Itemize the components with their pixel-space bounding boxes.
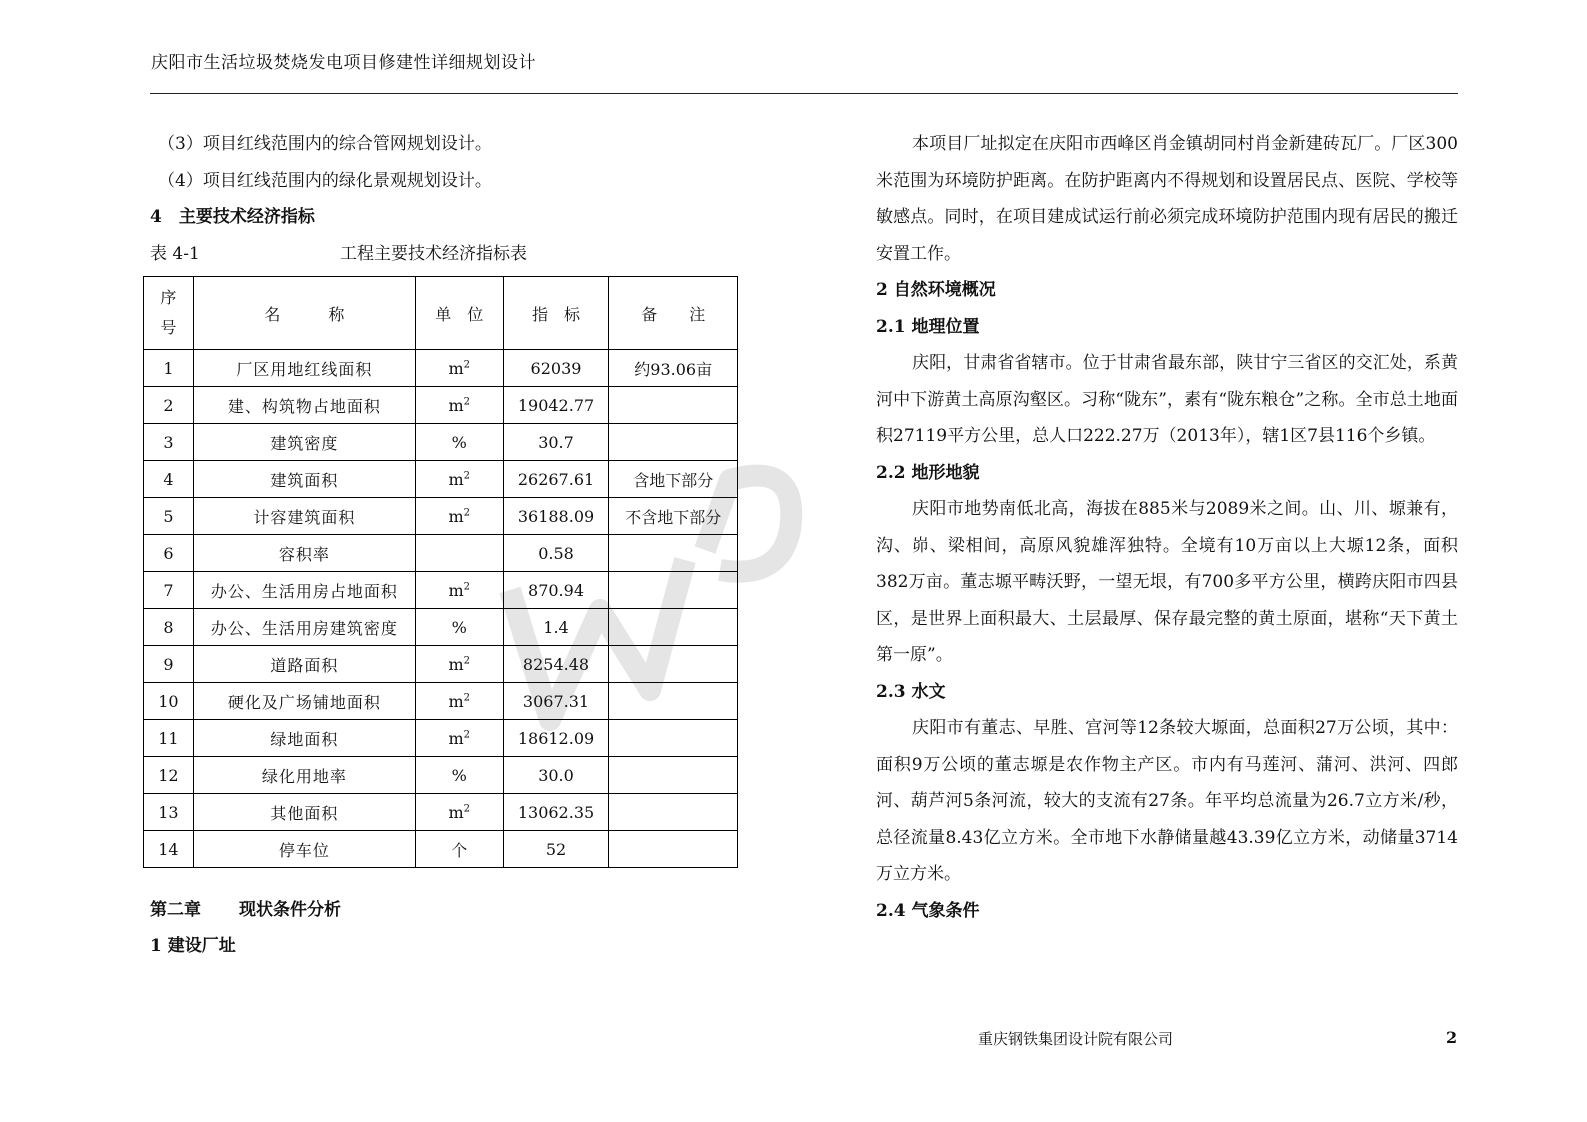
cell-seq: 1 bbox=[144, 350, 194, 387]
table-caption-number: 表 4-1 bbox=[150, 243, 200, 264]
cell-name: 办公、生活用房建筑密度 bbox=[193, 609, 415, 646]
cell-seq: 7 bbox=[144, 572, 194, 609]
cell-note bbox=[609, 757, 738, 794]
cell-seq: 4 bbox=[144, 461, 194, 498]
cell-name: 硬化及广场铺地面积 bbox=[193, 683, 415, 720]
cell-note: 约93.06亩 bbox=[609, 350, 738, 387]
unit-text: m bbox=[448, 506, 464, 526]
cell-value: 30.0 bbox=[503, 757, 609, 794]
unit-text: m bbox=[448, 580, 464, 600]
unit-text: % bbox=[451, 432, 467, 452]
cell-name: 办公、生活用房占地面积 bbox=[193, 572, 415, 609]
cell-name: 停车位 bbox=[193, 831, 415, 868]
cell-value: 26267.61 bbox=[503, 461, 609, 498]
cell-seq: 2 bbox=[144, 387, 194, 424]
paragraph-terrain bbox=[876, 491, 1458, 674]
unit-superscript: 2 bbox=[463, 470, 471, 482]
cell-value: 0.58 bbox=[503, 535, 609, 572]
cell-name: 建、构筑物占地面积 bbox=[193, 387, 415, 424]
unit-superscript: 2 bbox=[463, 359, 471, 371]
section-heading-2-4: 2.4 气象条件 bbox=[876, 900, 980, 921]
cell-name: 厂区用地红线面积 bbox=[193, 350, 415, 387]
cell-unit bbox=[415, 794, 503, 831]
cell-seq: 11 bbox=[144, 720, 194, 757]
cell-name: 容积率 bbox=[193, 535, 415, 572]
cell-seq: 9 bbox=[144, 646, 194, 683]
cell-note: 不含地下部分 bbox=[609, 498, 738, 535]
page-number: 2 bbox=[1446, 1028, 1458, 1047]
table-header-row bbox=[144, 277, 738, 350]
header-unit: 单 位 bbox=[415, 277, 503, 350]
header-name: 名 称 bbox=[193, 277, 415, 350]
cell-value: 18612.09 bbox=[503, 720, 609, 757]
cell-value: 36188.09 bbox=[503, 498, 609, 535]
cell-seq: 8 bbox=[144, 609, 194, 646]
cell-name: 其他面积 bbox=[193, 794, 415, 831]
cell-value: 13062.35 bbox=[503, 794, 609, 831]
header-seq-bottom: 号 bbox=[160, 318, 177, 337]
unit-superscript: 2 bbox=[463, 396, 471, 408]
paragraph-terrain-text: 庆阳市地势南低北高，海拔在885米与2089米之间。山、川、塬兼有，沟、峁、梁相间，高原风貌雄浑独特。全境有10万亩以上大塬12条，面积382万亩。董志塬平畴沃野，一望无垠，有700多平方公里，横跨庆阳市四县区，是世界上面积最大、土层最厚、保存最完整的黄土原面，堪称“天下黄土第一原”。 bbox=[876, 499, 1458, 665]
paragraph-geography-text: 庆阳，甘肃省省辖市。位于甘肃省最东部，陕甘宁三省区的交汇处，系黄河中下游黄土高原沟壑区。习称“陇东”，素有“陇东粮仓”之称。全市总土地面积27119平方公里，总人口222.27万（2013年），辖1区7县116个乡镇。 bbox=[876, 353, 1458, 446]
cell-seq: 3 bbox=[144, 424, 194, 461]
cell-value: 3067.31 bbox=[503, 683, 609, 720]
table-row bbox=[144, 831, 738, 868]
cell-value: 1.4 bbox=[503, 609, 609, 646]
header-seq bbox=[144, 277, 194, 350]
unit-text: % bbox=[451, 765, 467, 785]
chapter-label: 第二章 bbox=[150, 900, 201, 920]
unit-text: 个 bbox=[451, 840, 468, 860]
unit-superscript: 2 bbox=[463, 581, 471, 593]
unit-text: % bbox=[451, 617, 467, 637]
section-heading-2-2: 2.2 地形地貌 bbox=[876, 462, 980, 483]
cell-unit bbox=[415, 387, 503, 424]
unit-text: m bbox=[448, 654, 464, 674]
section-heading-2-3: 2.3 水文 bbox=[876, 681, 946, 702]
chapter-name: 现状条件分析 bbox=[239, 900, 341, 920]
table-row bbox=[144, 387, 738, 424]
chapter-title bbox=[150, 895, 341, 920]
cell-seq: 13 bbox=[144, 794, 194, 831]
unit-superscript: 2 bbox=[463, 507, 471, 519]
cell-value: 19042.77 bbox=[503, 387, 609, 424]
paragraph-site bbox=[876, 126, 1458, 272]
cell-name: 绿化用地率 bbox=[193, 757, 415, 794]
cell-unit bbox=[415, 757, 503, 794]
paragraph-hydrology-text: 庆阳市有董志、早胜、宫河等12条较大塬面，总面积27万公顷，其中：面积9万公顷的董志塬是农作物主产区。市内有马莲河、蒲河、洪河、四郎河、葫芦河5条河流，较大的支流有27条。年平均总流量为26.7立方米/秒，总径流量8.43亿立方米。全市地下水静储量越43.39亿立方米，动储量3714万立方米。 bbox=[876, 718, 1458, 884]
wps-watermark bbox=[470, 440, 850, 740]
footer-company: 重庆钢铁集团设计院有限公司 bbox=[978, 1030, 1174, 1048]
unit-text: m bbox=[448, 728, 464, 748]
table-row bbox=[144, 350, 738, 387]
section-heading-2: 2 自然环境概况 bbox=[876, 280, 996, 300]
document-header-title: 庆阳市生活垃圾焚烧发电项目修建性详细规划设计 bbox=[151, 53, 536, 73]
paragraph-site-text: 本项目厂址拟定在庆阳市西峰区肖金镇胡同村肖金新建砖瓦厂。厂区300米范围为环境防护距离。在防护距离内不得规划和设置居民点、医院、学校等敏感点。同时，在项目建成试运行前必须完成环境防护范围内现有居民的搬迁安置工作。 bbox=[876, 134, 1458, 264]
watermark-shape bbox=[510, 476, 791, 720]
section-heading-site: 1 建设厂址 bbox=[150, 936, 236, 956]
paragraph-geography bbox=[876, 345, 1458, 455]
cell-value: 30.7 bbox=[503, 424, 609, 461]
right-column bbox=[876, 126, 1458, 929]
left-column bbox=[150, 126, 750, 272]
unit-superscript: 2 bbox=[463, 655, 471, 667]
cell-note bbox=[609, 831, 738, 868]
cell-seq: 12 bbox=[144, 757, 194, 794]
cell-value: 52 bbox=[503, 831, 609, 868]
cell-name: 建筑密度 bbox=[193, 424, 415, 461]
cell-seq: 14 bbox=[144, 831, 194, 868]
cell-note bbox=[609, 387, 738, 424]
header-seq-top: 序 bbox=[160, 288, 177, 307]
unit-text: m bbox=[448, 802, 464, 822]
cell-seq: 6 bbox=[144, 535, 194, 572]
unit-text: m bbox=[448, 395, 464, 415]
table-row bbox=[144, 794, 738, 831]
table-caption-title: 工程主要技术经济指标表 bbox=[340, 243, 527, 264]
table-row bbox=[144, 757, 738, 794]
cell-note: 含地下部分 bbox=[609, 461, 738, 498]
header-note: 备 注 bbox=[609, 277, 738, 350]
section-heading-4: 4 主要技术经济指标 bbox=[150, 207, 315, 227]
cell-name: 道路面积 bbox=[193, 646, 415, 683]
cell-note bbox=[609, 794, 738, 831]
unit-text: m bbox=[448, 358, 464, 378]
cell-value: 8254.48 bbox=[503, 646, 609, 683]
cell-name: 计容建筑面积 bbox=[193, 498, 415, 535]
unit-superscript: 2 bbox=[463, 729, 471, 741]
unit-text: m bbox=[448, 691, 464, 711]
cell-name: 绿地面积 bbox=[193, 720, 415, 757]
cell-unit bbox=[415, 350, 503, 387]
cell-value: 870.94 bbox=[503, 572, 609, 609]
paragraph-hydrology bbox=[876, 710, 1458, 893]
cell-value: 62039 bbox=[503, 350, 609, 387]
table-caption bbox=[150, 236, 750, 272]
unit-superscript: 2 bbox=[463, 803, 471, 815]
list-item: （3）项目红线范围内的综合管网规划设计。 bbox=[158, 134, 492, 154]
cell-seq: 10 bbox=[144, 683, 194, 720]
cell-unit bbox=[415, 831, 503, 868]
section-heading-2-1: 2.1 地理位置 bbox=[876, 316, 980, 337]
unit-text: m bbox=[448, 469, 464, 489]
header-divider bbox=[150, 93, 1458, 94]
cell-seq: 5 bbox=[144, 498, 194, 535]
cell-name: 建筑面积 bbox=[193, 461, 415, 498]
header-value: 指 标 bbox=[503, 277, 609, 350]
list-item: （4）项目红线范围内的绿化景观规划设计。 bbox=[158, 170, 492, 191]
unit-superscript: 2 bbox=[463, 692, 471, 704]
